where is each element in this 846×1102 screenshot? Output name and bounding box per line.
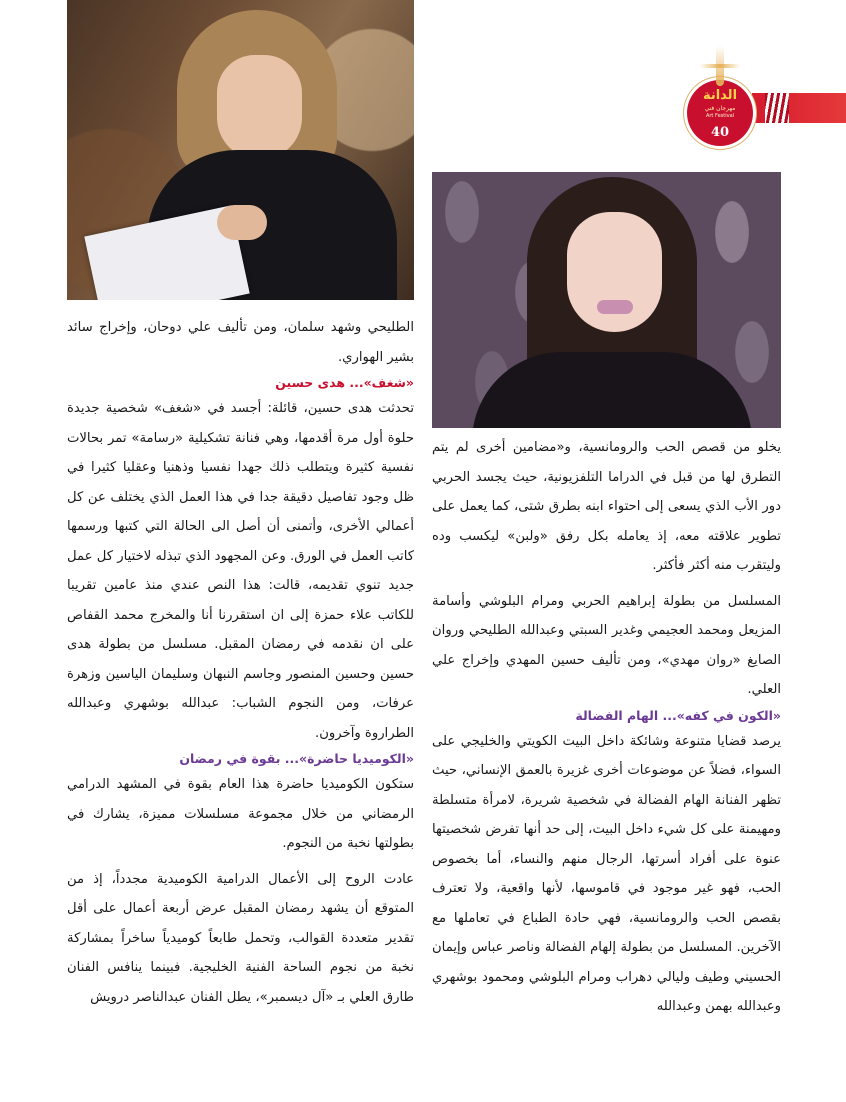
paragraph: تحدثت هدى حسين، قائلة: أجسد في «شغف» شخصية جديدة حلوة أول مرة أقدمها، وهي فنانة تشكيلية «رسامة» تمر بحالات نفسية كثيرة ويتطلب ذلك جهدا نفسيا وذهنيا وعقليا كثيرا في ظل وجود تفاصيل دقيقة جدا في هذا العمل الذي يختلف عن كل أعمالي الأخرى، وأتمنى أن أصل الى الحالة التي كتبها ورسمها كاتب العمل في الورق. وعن المجهود الذي تبذله لاختيار كل عمل جديد تنوي تقديمه، قالت: هذا النص عندي منذ عامين تقريبا للكاتب علاء حمزة إلى ان استقررنا أنا والمخرج محمد القفاص على ان نقدمه في رمضان المقبل. مسلسل من بطولة هدى حسين وحسين المنصور وجاسم النبهان وسليمان الياسين وزهرة عرفات، ومن النجوم الشباب: عبدالله بوشهري وعبدالله الطراروة وآخرون. <box>67 401 414 741</box>
header-stripes <box>765 93 789 123</box>
festival-logo-badge <box>687 80 753 146</box>
section-heading-kawn: «الكون في كفه»... الهام الفضالة <box>575 707 781 723</box>
logo-arabic-text: الدانة <box>702 88 738 103</box>
paragraph: يرصد قضايا متنوعة وشائكة داخل البيت الكويتي والخليجي على السواء، فضلاً عن موضوعات أخرى غزيرة بالعمق الإنساني، حيث تظهر الفنانة الهام الفضالة في شخصية شريرة، لامرأة متسلطة ومهيمنة على كل شيء داخل البيت، إلى حد أنها تفرض شخصيتها عنوة على أفراد أسرتها، الرجال منهم والنساء، أما بخصوص الحب، فهو غير موجود في قاموسها، لأنها واقعية، ولا تعترف بقصص الحب والرومانسية، فهي حادة الطباع في تعاملها مع الآخرين. المسلسل من بطولة إلهام الفضالة وناصر عباس وإيمان الحسيني وطيف وليالي دهراب ومرام البلوشي ومحمود بوشهري وعبدالله بهمن وعبدالله <box>432 733 781 1014</box>
page-number: 40 <box>710 125 730 140</box>
article-column-right <box>432 433 781 1022</box>
paragraph: يخلو من قصص الحب والرومانسية، و«مضامين أخرى لم يتم التطرق لها من قبل في الدراما التلفزيونية، حيث يجسد الحربي دور الأب الذي يسعى إلى احتواء ابنه بطرق شتى، كما يعمل على تطوير علاقته معه، إذ يعامله بكل رفق «ولبن» ليكسب وده وليتقرب منه أكثر فأكثر. <box>432 440 781 573</box>
paragraph: عادت الروح إلى الأعمال الدرامية الكوميدية مجدداً، إذ من المتوقع أن يشهد رمضان المقبل عرض أربعة أعمال على أقل تقدير متعددة القوالب، وتحمل طابعاً كوميدياً ساخراً بمشاركة نخبة من نجوم الساحة الفنية الخليجية. فبينما ينافس الفنان طارق العلي بـ «آل ديسمبر»، يطل الفنان عبدالناصر درويش <box>67 871 414 1005</box>
paragraph: ستكون الكوميديا حاضرة هذا العام بقوة في المشهد الدرامي الرمضاني من خلال مجموعة مسلسلات مميزة، يشارك في بطولتها نخبة من النجوم. <box>67 777 414 851</box>
logo-subtitle: مهرجان فني <box>704 105 736 112</box>
photo-actress-reading <box>67 0 414 300</box>
paragraph: الطليحي وشهد سلمان، ومن تأليف علي دوحان، وإخراج سائد بشير الهواري. <box>67 320 414 365</box>
section-heading-comedy: «الكوميديا حاضرة»... بقوة في رمضان <box>179 751 414 766</box>
photo-actress-portrait <box>432 172 781 428</box>
article-column-left <box>67 313 414 1012</box>
paragraph: المسلسل من بطولة إبراهيم الحربي ومرام البلوشي وأسامة المزيعل ومحمد العجيمي وغدير السبتي وعبدالله الطليحي وروان الصايغ «روان مهدي»، ومن تأليف حسين المهدي وإخراج علي العلي. <box>432 593 781 697</box>
logo-english: Art Festival <box>705 113 735 119</box>
section-heading-shaghaf: «شغف»... هدى حسين <box>275 375 414 390</box>
star-glow-icon <box>700 64 740 68</box>
